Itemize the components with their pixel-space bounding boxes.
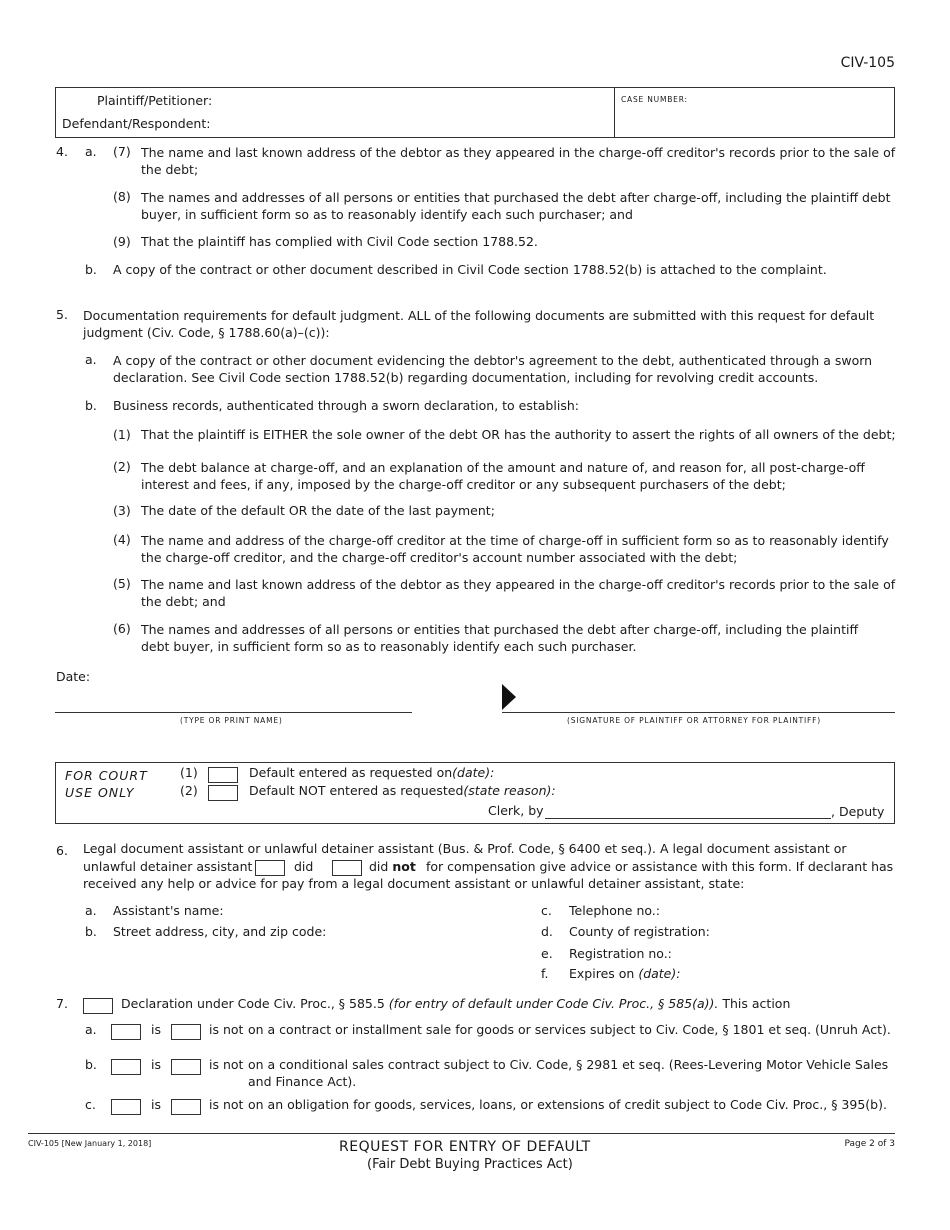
caption-divider: [614, 88, 615, 137]
item6-line3: received any help or advice for pay from a legal document assistant or unlawful detainer assistant, state:: [83, 876, 745, 891]
plaintiff-label: Plaintiff/Petitioner:: [97, 93, 213, 108]
item6-c-letter: c.: [541, 903, 552, 918]
item5-a-text: A copy of the contract or other document evidencing the debtor's agreement to the debt, authenticated through a sworn declaration. See Civil Code section 1788.52(b) regarding documentation, including for revolving credit accounts.: [113, 353, 873, 385]
item7-c-letter: c.: [85, 1097, 96, 1112]
item5-t3: The date of the default OR the date of the last payment;: [141, 503, 495, 518]
clerk-label: Clerk, by: [488, 803, 544, 818]
date-label: Date:: [56, 669, 91, 684]
court-t1-italic: (date):: [452, 765, 495, 780]
defendant-label: Defendant/Respondent:: [62, 116, 211, 131]
item7-head-italic: (for entry of default under Code Civ. Proc., § 585(a)).: [388, 996, 719, 1011]
item7-a-text: on a contract or installment sale for goods or services subject to Civ. Code, § 1801 et seq. (Unruh Act).: [248, 1022, 891, 1037]
form-id: CIV-105: [840, 55, 895, 71]
item7-b-is-checkbox[interactable]: [111, 1059, 141, 1075]
item5-t6: The names and addresses of all persons or entities that purchased the debt after charge-off, including the plaintiff debt buyer, in sufficient form so as to reasonably identify each such purchaser.: [141, 622, 859, 654]
expires-label: [569, 966, 680, 981]
court-t2: [249, 783, 556, 798]
item7-a-isnot-checkbox[interactable]: [171, 1024, 201, 1040]
clerk-line[interactable]: [545, 818, 831, 819]
court-use-box: [55, 762, 895, 824]
signature-caption: (SIGNATURE OF PLAINTIFF OR ATTORNEY FOR PLAINTIFF): [567, 716, 821, 725]
item7-b-text2: and Finance Act).: [248, 1074, 357, 1089]
case-number-field[interactable]: [622, 106, 887, 132]
item7-a-is: is: [151, 1022, 161, 1037]
item5-b-letter: b.: [85, 398, 97, 413]
street-address-label: Street address, city, and zip code:: [113, 924, 327, 939]
item5-number: 5.: [56, 307, 68, 322]
item4-b-letter: b.: [85, 262, 97, 277]
footer-page: Page 2 of 3: [844, 1139, 895, 1149]
expires-text: Expires on: [569, 966, 635, 981]
item7-checkbox[interactable]: [83, 998, 113, 1014]
item7-head-text: Declaration under Code Civ. Proc., § 585.5: [121, 996, 385, 1011]
court-label-1: FOR COURT: [65, 768, 148, 783]
ld-assistant-did-checkbox[interactable]: [255, 860, 285, 876]
item5-a-letter: a.: [85, 352, 97, 367]
item5-n3: (3): [113, 503, 131, 518]
item6-didnot: [369, 859, 416, 874]
case-number-label: CASE NUMBER:: [621, 95, 688, 104]
item4-n8: (8): [113, 189, 131, 204]
item7-c-isnot-checkbox[interactable]: [171, 1099, 201, 1115]
footer-form-date: CIV-105 [New January 1, 2018]: [28, 1139, 152, 1148]
item6-b-letter: b.: [85, 924, 97, 939]
item4-t9: That the plaintiff has complied with Civil Code section 1788.52.: [141, 234, 538, 249]
item6-line2b: for compensation give advice or assistance with this form. If declarant has: [426, 859, 894, 874]
item7-b-text: on a conditional sales contract subject to Civ. Code, § 2981 et seq. (Rees-Levering Motor Vehicle Sales: [248, 1057, 889, 1072]
item5-n2: (2): [113, 459, 131, 474]
item7-c-is: is: [151, 1097, 161, 1112]
item6-line1: Legal document assistant or unlawful detainer assistant (Bus. & Prof. Code, § 6400 et seq.). A legal document assistant or: [83, 841, 847, 856]
signature-line[interactable]: [502, 712, 895, 713]
court-t1-text: Default entered as requested on: [249, 765, 453, 780]
court-checkbox-1[interactable]: [208, 767, 238, 783]
item5-t5: The name and last known address of the debtor as they appeared in the charge-off creditor's records prior to the sale of the debt; and: [141, 577, 896, 609]
court-n1: (1): [180, 765, 198, 780]
telephone-label: Telephone no.:: [569, 903, 660, 918]
signature-arrow-icon: [502, 684, 518, 710]
item6-line2a: unlawful detainer assistant: [83, 859, 253, 874]
item6-a-letter: a.: [85, 903, 97, 918]
item7-b-is: is: [151, 1057, 161, 1072]
court-t2-italic: (state reason):: [463, 783, 556, 798]
court-label-2: USE ONLY: [65, 785, 135, 800]
item7-c-is-checkbox[interactable]: [111, 1099, 141, 1115]
item6-did: did: [294, 859, 314, 874]
deputy-label: , Deputy: [831, 804, 885, 819]
item4-b-text: A copy of the contract or other document described in Civil Code section 1788.52(b) is attached to the complaint.: [113, 262, 827, 277]
item7-a-isnot: is not: [209, 1022, 244, 1037]
item4-n7: (7): [113, 144, 131, 159]
court-t1: [249, 765, 494, 780]
item7-b-isnot-checkbox[interactable]: [171, 1059, 201, 1075]
caption-box: [55, 87, 895, 138]
item4-t8: The names and addresses of all persons or entities that purchased the debt after charge-off, including the plaintiff debt buyer, in sufficient form so as to reasonably identify each such purchaser; and: [141, 190, 891, 222]
item5-intro: Documentation requirements for default judgment. ALL of the following documents are submitted with this request for default judgment (Civ. Code, § 1788.60(a)–(c)):: [83, 308, 875, 340]
name-caption: (TYPE OR PRINT NAME): [180, 716, 283, 725]
registration-label: Registration no.:: [569, 946, 672, 961]
item6-didnot-text: did: [369, 859, 389, 874]
footer-title: REQUEST FOR ENTRY OF DEFAULT: [339, 1139, 591, 1155]
item7-number: 7.: [56, 996, 68, 1011]
item7-a-is-checkbox[interactable]: [111, 1024, 141, 1040]
item7-b-isnot: is not: [209, 1057, 244, 1072]
item7-c-isnot: is not: [209, 1097, 244, 1112]
item5-b-text: Business records, authenticated through a sworn declaration, to establish:: [113, 398, 579, 413]
ld-assistant-did-not-checkbox[interactable]: [332, 860, 362, 876]
item4-n9: (9): [113, 234, 131, 249]
item5-t4: The name and address of the charge-off creditor at the time of charge-off in sufficient form so as to reasonably identify the charge-off creditor, and the charge-off creditor's account number associated with the debt;: [141, 533, 889, 565]
item7-a-letter: a.: [85, 1022, 97, 1037]
item5-t2: The debt balance at charge-off, and an explanation of the amount and nature of, and reason for, all post-charge-off interest and fees, if any, imposed by the charge-off creditor or any subsequent purchasers of the debt;: [141, 460, 865, 492]
court-n2: (2): [180, 783, 198, 798]
footer-rule: [28, 1133, 895, 1134]
item5-n5: (5): [113, 576, 131, 591]
item6-number: 6.: [56, 843, 68, 858]
item4-t7: The name and last known address of the debtor as they appeared in the charge-off creditor's records prior to the sale of the debt;: [141, 145, 896, 177]
item7-head-end: This action: [722, 996, 791, 1011]
item5-t1: That the plaintiff is EITHER the sole owner of the debt OR has the authority to assert the rights of all owners of the debt;: [141, 427, 896, 442]
item6-d-letter: d.: [541, 924, 553, 939]
item5-n1: (1): [113, 427, 131, 442]
item6-f-letter: f.: [541, 966, 549, 981]
item7-c-text: on an obligation for goods, services, loans, or extensions of credit subject to Code Civ. Proc., § 395(b).: [248, 1097, 887, 1112]
county-label: County of registration:: [569, 924, 710, 939]
item6-not-bold: not: [392, 859, 416, 874]
item5-n4: (4): [113, 532, 131, 547]
assistant-name-label: Assistant's name:: [113, 903, 224, 918]
footer-subtitle: (Fair Debt Buying Practices Act): [367, 1157, 573, 1172]
name-line[interactable]: [55, 712, 412, 713]
expires-italic: (date):: [638, 966, 681, 981]
court-t2-text: Default NOT entered as requested: [249, 783, 464, 798]
item7-b-letter: b.: [85, 1057, 97, 1072]
item6-e-letter: e.: [541, 946, 553, 961]
item4-number: 4.: [56, 144, 68, 159]
court-checkbox-2[interactable]: [208, 785, 238, 801]
item5-n6: (6): [113, 621, 131, 636]
item7-head: [121, 996, 790, 1011]
item4-a-letter: a.: [85, 144, 97, 159]
